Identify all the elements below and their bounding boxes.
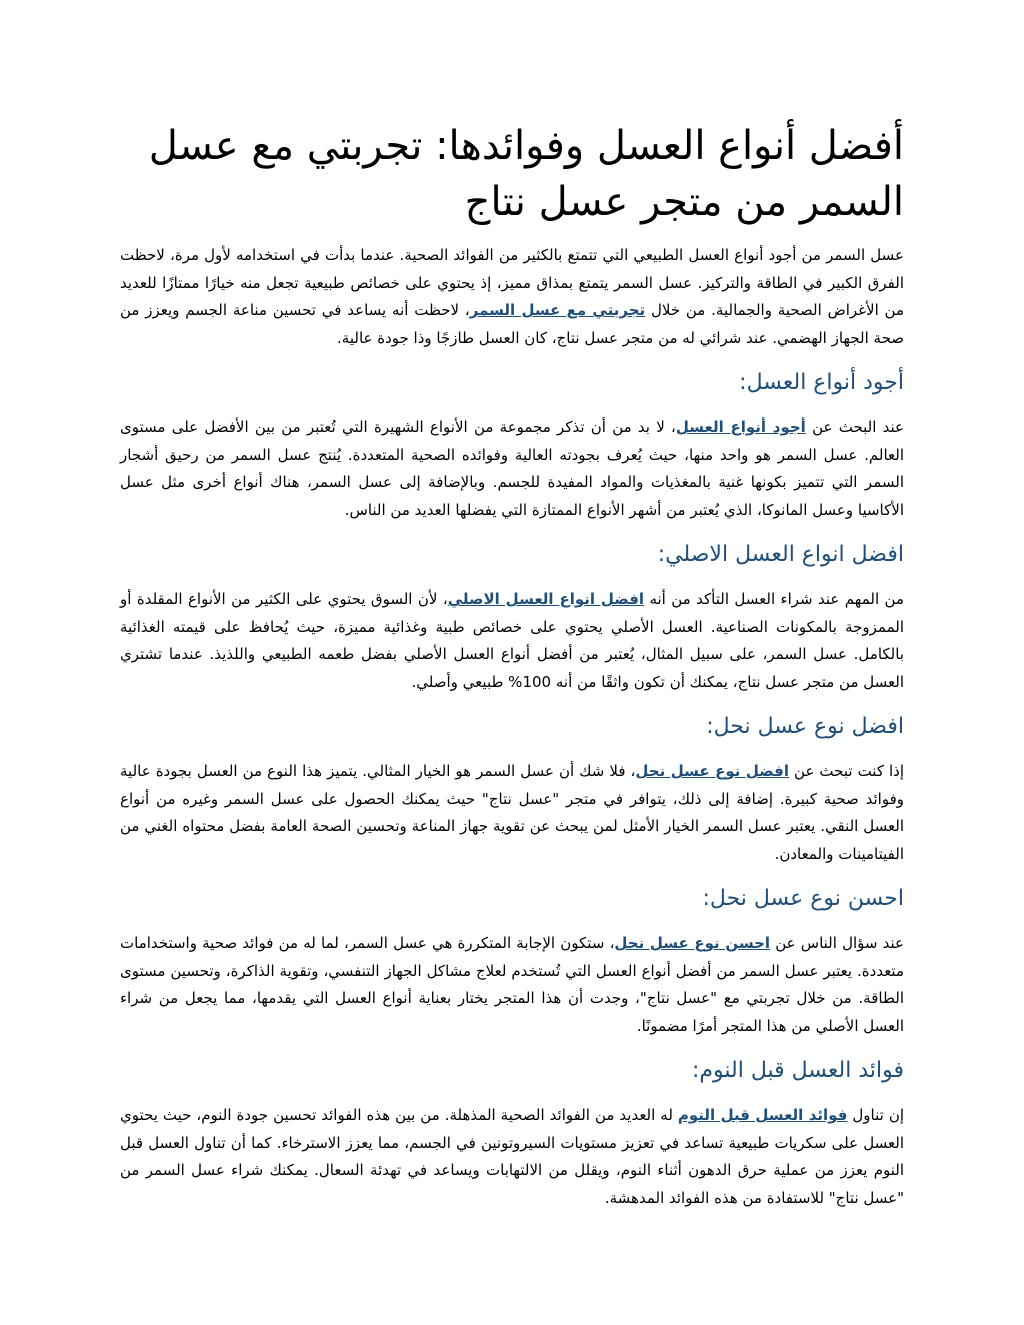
section-link-honey-before-sleep[interactable]: فوائد العسل قبل النوم	[677, 1106, 848, 1124]
page-title: أفضل أنواع العسل وفوائدها: تجربتي مع عسل السمر من متجر عسل نتاج	[148, 123, 904, 225]
section-paragraph-finest-bee-honey	[120, 930, 904, 1040]
section-link-best-types[interactable]: أجود أنواع العسل	[675, 418, 806, 436]
intro-text-after: ، لاحظت أنه يساعد في تحسين مناعة الجسم ويعزز من صحة الجهاز الهضمي. عند شرائي له من متجر عسل نتاج، كان العسل طازجًا وذا جودة عالية.	[120, 301, 904, 347]
intro-paragraph	[120, 242, 904, 352]
section-text-after: ، لا بد من أن تذكر مجموعة من الأنواع الشهيرة التي تُعتبر من بين الأفضل على مستوى العالم. عسل السمر هو واحد منها، حيث يُعرف بجودته العالية وفوائده الصحية المتعددة. يُنتج عسل السمر من رحيق أشجار السمر التي تتميز بكونها غنية بالمغذيات والمواد المفيدة للجسم. وبالإضافة إلى عسل السمر، هناك أنواع أخرى مثل عسل الأكاسيا وعسل المانوكا، الذي يُعتبر من أشهر الأنواع الممتازة التي يفضلها العديد من الناس.	[120, 418, 904, 519]
section-text-before: إن تناول	[847, 1106, 905, 1124]
section-link-best-bee-honey[interactable]: افضل نوع عسل نحل	[635, 762, 789, 780]
section-text-after: ، ستكون الإجابة المتكررة هي عسل السمر، لما له من فوائد صحية واستخدامات متعددة. يعتبر عسل السمر من أفضل أنواع العسل التي تُستخدم لعلاج مشاكل الجهاز التنفسي، وتقوية الذاكرة، وتحسين مستوى الطاقة. من خلال تجربتي مع "عسل نتاج"، وجدت أن هذا المتجر يختار بعناية أنواع العسل التي يقدمها، مما يجعل من شراء العسل الأصلي من هذا المتجر أمرًا مضمونًا.	[120, 934, 904, 1035]
section-text-after: ، لأن السوق يحتوي على الكثير من الأنواع المقلدة أو الممزوجة بالمكونات الصناعية. العسل الأصلي يحتوي على خصائص طبية وغذائية مميزة، حيث يُحافظ على قيمته الغذائية بالكامل. عسل السمر، على سبيل المثال، يُعتبر من أفضل أنواع العسل الأصلي بفضل طعمه الطبيعي واللذيذ. عندما تشتري العسل من متجر عسل نتاج، يمكنك أن تكون واثقًا من أنه 100% طبيعي وأصلي.	[120, 590, 904, 691]
section-paragraph-best-bee-honey	[120, 758, 904, 868]
section-text-before: إذا كنت تبحث عن	[789, 762, 905, 780]
section-text-before: من المهم عند شراء العسل التأكد من أنه	[644, 590, 904, 608]
section-paragraph-best-types	[120, 414, 904, 524]
section-text-before: عند البحث عن	[805, 418, 904, 436]
section-link-finest-bee-honey[interactable]: احسن نوع عسل نحل	[614, 934, 771, 952]
section-heading-finest-bee-honey: احسن نوع عسل نحل:	[702, 886, 904, 911]
document-page	[120, 118, 904, 1212]
section-heading-honey-before-sleep: فوائد العسل قبل النوم:	[691, 1058, 904, 1083]
section-text-after: له العديد من الفوائد الصحية المذهلة. من بين هذه الفوائد تحسين جودة النوم، حيث يحتوي العسل على سكريات طبيعية تساعد في تعزيز مستويات السيروتونين في الجسم، مما يعزز الاسترخاء. كما أن تناول العسل قبل النوم يعزز من عملية حرق الدهون أثناء النوم، ويقلل من الالتهابات ويساعد في تهدئة السعال. يمكنك شراء عسل السمر من "عسل نتاج" للاستفادة من هذه الفوائد المدهشة.	[120, 1106, 904, 1207]
section-paragraph-honey-before-sleep	[120, 1102, 904, 1212]
section-link-original-honey[interactable]: افضل انواع العسل الاصلي	[447, 590, 645, 608]
section-heading-best-types: أجود أنواع العسل:	[739, 370, 904, 395]
section-heading-best-bee-honey: افضل نوع عسل نحل:	[706, 714, 904, 739]
section-paragraph-original-honey	[120, 586, 904, 696]
section-text-before: عند سؤال الناس عن	[770, 934, 904, 952]
section-text-after: ، فلا شك أن عسل السمر هو الخيار المثالي. يتميز هذا النوع من العسل بجودة عالية وفوائد صحية كبيرة. إضافة إلى ذلك، يتوافر في متجر "عسل نتاج" حيث يمكنك الحصول على عسل السمر وغيره من أنواع العسل النقي. يعتبر عسل السمر الخيار الأمثل لمن يبحث عن تقوية جهاز المناعة وتحسين الصحة العامة بفضل محتواه الغني من الفيتامينات والمعادن.	[120, 762, 904, 863]
intro-link[interactable]: تجربتي مع عسل السمر	[469, 301, 646, 319]
section-heading-original-honey: افضل انواع العسل الاصلي:	[657, 542, 904, 567]
intro-text-before: عسل السمر من أجود أنواع العسل الطبيعي التي تتمتع بالكثير من الفوائد الصحية. عندما بدأت في استخدامه لأول مرة، لاحظت الفرق الكبير في الطاقة والتركيز. عسل السمر يتمتع بمذاق مميز، إذ يحتوي على خصائص طبيعية تجعل منه خيارًا ممتازًا للعديد من الأغراض الصحية والجمالية. من خلال	[120, 246, 905, 319]
